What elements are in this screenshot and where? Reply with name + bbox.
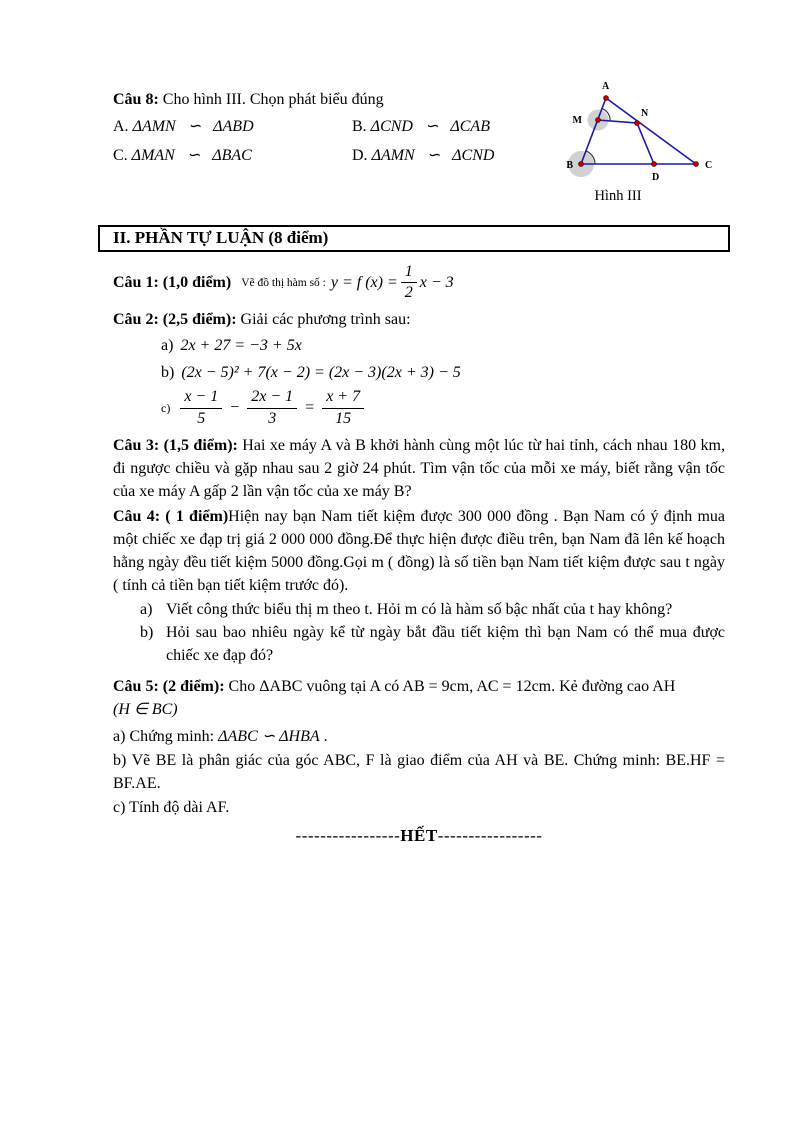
end-word: HẾT <box>400 826 438 845</box>
equation-c-marker: c) <box>161 400 171 415</box>
question-4-label: Câu 4: ( 1 điểm) <box>113 508 229 525</box>
question-2-label: Câu 2: (2,5 điểm): <box>113 311 237 328</box>
question-4-text: Hiện nay bạn Nam tiết kiệm được 300 000 đồng . Bạn Nam có ý định mua một chiếc xe đạp trị giá 2 000 000 đồng.Để thực hiện được điều trên, bạn Nam đã lên kế hoạch hằng ngày đều tiết kiệm 5000 đồng.Gọi m ( đồng) là số tiền bạn Nam tiết kiệm được sau t ngày ( tính cả tiền bạn tiết kiệm trước đó). <box>113 508 725 594</box>
label-d: D <box>652 172 660 183</box>
question-3 <box>113 434 725 503</box>
equation-a-formula: 2x + 27 = −3 + 5x <box>180 336 302 354</box>
question-1-prompt: Vẽ đồ thị hàm số : <box>241 276 326 289</box>
equation-c-operator-1: − <box>230 399 240 416</box>
question-8-label: Câu 8: <box>113 91 159 108</box>
equation-a <box>161 333 725 358</box>
question-2-equations <box>161 333 725 429</box>
question-8-title <box>113 88 725 111</box>
item-c-text: Tính độ dài AF. <box>129 799 230 816</box>
option-d-letter: D. <box>352 147 368 164</box>
item-a-math: ΔABC ∽ ΔHBA <box>218 728 320 745</box>
equation-c-fraction-2 <box>247 388 297 428</box>
question-5-title <box>113 675 725 698</box>
equation-b <box>161 360 725 385</box>
equation-c-operator-2: = <box>305 399 315 416</box>
question-5-condition: (H ∈ BC) <box>113 701 178 718</box>
equation-b-formula: (2x − 5)² + 7(x − 2) = (2x − 3)(2x + 3) − 5 <box>181 363 461 381</box>
equation-c-fraction-3 <box>322 388 364 428</box>
item-a-marker: a) <box>113 728 126 745</box>
question-4-item-a <box>140 598 725 621</box>
item-a-post: . <box>319 728 328 745</box>
option-c-formula: ΔMAN ∽ ΔBAC <box>131 147 252 164</box>
question-4-item-b <box>140 621 725 667</box>
question-1-math-pre: y = f (x) = <box>330 273 398 291</box>
question-4 <box>113 505 725 597</box>
option-d-formula: ΔAMN ∽ ΔCND <box>371 147 495 164</box>
section-2-title: II. PHẦN TỰ LUẬN (8 điểm) <box>113 228 329 247</box>
section-2-header <box>98 225 730 252</box>
fraction-numerator: x + 7 <box>322 388 364 408</box>
question-1-label: Câu 1: (1,0 điểm) <box>113 273 232 291</box>
item-b-text: Vẽ BE là phân giác của góc ABC, F là giao điểm của AH và BE. Chứng minh: BE.HF = BF.AE. <box>113 752 725 792</box>
question-2-title <box>113 308 725 331</box>
fraction-denominator: 3 <box>268 409 277 427</box>
question-5-item-b <box>113 749 725 795</box>
equation-a-marker: a) <box>161 336 174 354</box>
option-a <box>113 114 352 140</box>
question-2-text: Giải các phương trình sau: <box>240 311 411 328</box>
option-a-letter: A. <box>113 118 129 135</box>
fraction-denominator: 5 <box>197 409 206 427</box>
option-a-formula: ΔAMN ∽ ΔABD <box>132 118 254 135</box>
option-b <box>352 114 725 140</box>
equation-c-fraction-1 <box>180 388 222 428</box>
equation-c <box>161 387 725 429</box>
question-5-item-c <box>113 796 725 819</box>
question-5-text: Cho ΔABC vuông tại A có AB = 9cm, AC = 12cm. Kẻ đường cao AH <box>228 678 676 695</box>
label-m: M <box>572 115 582 126</box>
item-b-marker: b) <box>140 624 154 641</box>
label-a: A <box>602 81 610 92</box>
question-1 <box>113 259 725 306</box>
option-c <box>113 143 352 169</box>
label-n: N <box>641 108 649 119</box>
fraction-numerator: x − 1 <box>180 388 222 408</box>
label-c: C <box>705 160 713 171</box>
end-dashes-left: ----------------- <box>295 826 401 845</box>
option-b-letter: B. <box>352 118 367 135</box>
figure-caption: Hình III <box>594 188 642 204</box>
question-4-items <box>140 598 725 667</box>
equation-b-marker: b) <box>161 363 175 381</box>
question-8-text: Cho hình III. Chọn phát biểu đúng <box>162 91 384 108</box>
option-b-formula: ΔCND ∽ ΔCAB <box>370 118 490 135</box>
question-3-text: Hai xe máy A và B khởi hành cùng một lúc từ hai tỉnh, cách nhau 180 km, đi ngược chiều và gặp nhau sau 2 giờ 24 phút. Tìm vận tốc của mỗi xe máy, biết rằng vận tốc của xe máy A gấp 2 lần vận tốc của xe máy B? <box>113 437 725 500</box>
question-5-item-a <box>113 725 725 748</box>
item-a-marker: a) <box>140 601 153 618</box>
fraction-denominator: 2 <box>404 284 413 301</box>
item-b-marker: b) <box>113 752 127 769</box>
fraction-numerator: 2x − 1 <box>247 388 297 408</box>
question-8-options <box>113 114 725 169</box>
question-1-fraction <box>401 263 417 303</box>
option-c-letter: C. <box>113 147 128 164</box>
item-c-marker: c) <box>113 799 126 816</box>
end-of-exam-line <box>113 824 725 847</box>
fraction-numerator: 1 <box>401 263 417 283</box>
end-dashes-right: ----------------- <box>437 826 543 845</box>
question-3-label: Câu 3: (1,5 điểm): <box>113 437 238 454</box>
question-5-label: Câu 5: (2 điểm): <box>113 678 225 695</box>
item-a-text: Viết công thức biểu thị m theo t. Hỏi m có là hàm số bậc nhất của t hay không? <box>166 601 673 618</box>
option-d <box>352 143 725 169</box>
question-1-math-post: x − 3 <box>419 273 454 291</box>
item-b-text: Hỏi sau bao nhiêu ngày kể từ ngày bắt đầu tiết kiệm thì bạn Nam có thể mua được chiếc xe đạp đó? <box>166 624 725 664</box>
fraction-denominator: 15 <box>335 409 352 427</box>
item-a-pre: Chứng minh: <box>129 728 215 745</box>
document-content <box>113 88 725 847</box>
label-b: B <box>566 160 573 171</box>
